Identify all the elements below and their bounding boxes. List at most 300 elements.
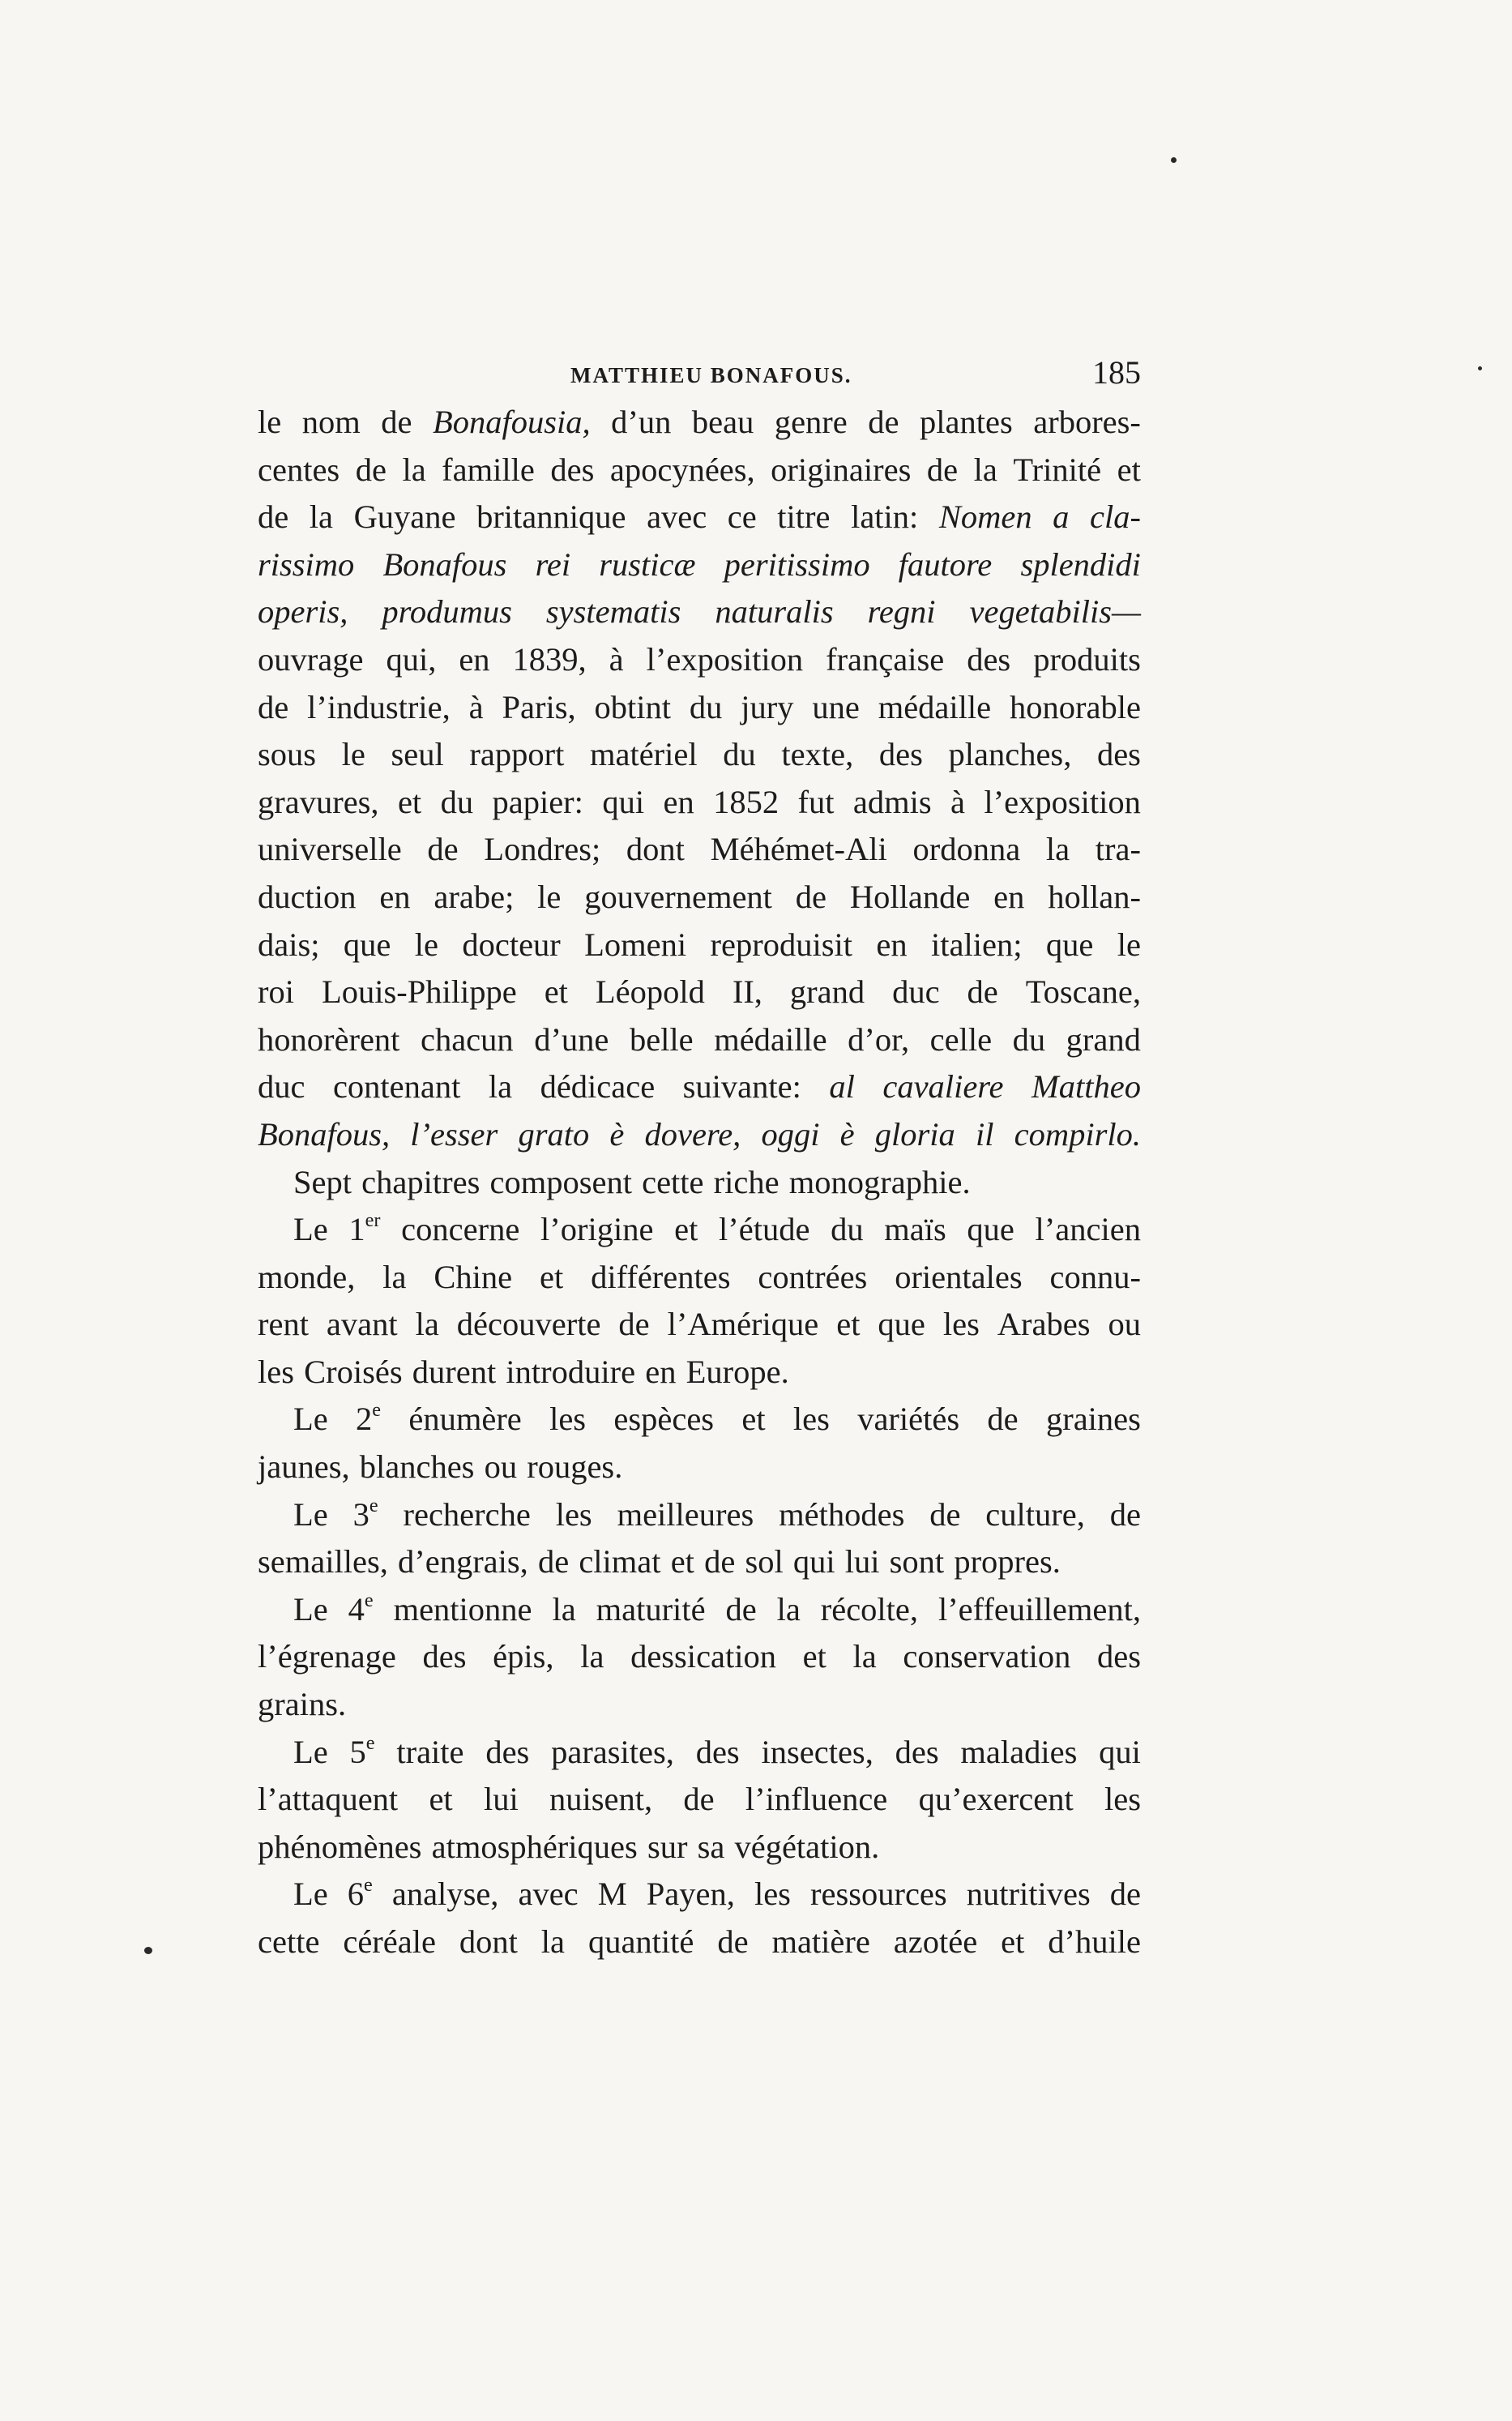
word: avant: [326, 1306, 398, 1343]
word: 1852: [713, 783, 779, 820]
text-line: [258, 1206, 1141, 1254]
word: de: [929, 1495, 961, 1533]
word-text: al: [829, 1068, 855, 1106]
word: des: [1097, 1638, 1141, 1675]
word: Arabes: [997, 1306, 1091, 1343]
word: climat: [579, 1543, 661, 1580]
word: du: [1012, 1020, 1046, 1058]
word: conservation: [903, 1638, 1071, 1675]
word: et: [1117, 451, 1141, 488]
word: [348, 1206, 380, 1254]
word: [433, 399, 591, 447]
word: semailles,: [258, 1543, 388, 1580]
word: de: [537, 1543, 570, 1580]
text-line: [258, 1111, 1141, 1159]
word: Croisés: [304, 1353, 403, 1390]
running-head: MATTHIEU BONAFOUS.: [570, 363, 852, 387]
word: insectes,: [761, 1733, 873, 1770]
word: phénomènes: [258, 1828, 422, 1865]
text-line: [258, 1159, 1141, 1207]
word-text: regni: [867, 593, 936, 631]
word: de: [795, 878, 826, 915]
text-line: [258, 636, 1141, 684]
word: sol: [745, 1543, 784, 1580]
word: maladies: [960, 1733, 1078, 1770]
word: et: [674, 1211, 698, 1248]
word: Sept: [293, 1163, 352, 1200]
word: durent: [412, 1353, 497, 1390]
word: l’influence: [745, 1781, 888, 1818]
word: des: [967, 640, 1011, 678]
word: roi: [258, 973, 294, 1011]
word: maturité: [596, 1590, 706, 1628]
word: et: [1001, 1923, 1025, 1960]
word: hollan-: [1048, 878, 1141, 915]
word: Le: [293, 1876, 328, 1913]
word: en: [876, 926, 908, 963]
word: [536, 541, 571, 589]
word: méthodes: [779, 1495, 905, 1533]
word: [258, 541, 354, 589]
word: les: [1104, 1781, 1141, 1818]
word: et: [741, 1401, 766, 1438]
word: la: [580, 1638, 604, 1675]
word: rapport: [469, 736, 565, 773]
word: de: [355, 451, 387, 488]
word: [645, 1111, 741, 1159]
text-line: [258, 1633, 1141, 1681]
word: ordonna: [912, 831, 1021, 868]
word: des: [695, 1733, 740, 1770]
word-text: Mattheo: [1031, 1068, 1141, 1106]
word: végétation.: [734, 1828, 880, 1865]
word: [1020, 541, 1141, 589]
word: la: [402, 451, 426, 488]
text-line: [258, 1301, 1141, 1349]
word: de: [381, 404, 412, 440]
word: maïs: [884, 1211, 946, 1248]
word: M: [597, 1876, 627, 1913]
word: concerne: [401, 1211, 520, 1248]
text-line: [258, 1586, 1141, 1634]
word: [715, 588, 833, 636]
word: ouvrage: [258, 640, 364, 678]
word: riche: [713, 1163, 779, 1200]
word: les: [549, 1401, 587, 1438]
word: obtint: [594, 688, 671, 725]
word-text: operis,: [258, 593, 348, 631]
word: sur: [647, 1828, 688, 1865]
word: centes: [258, 451, 340, 488]
word: et: [397, 783, 422, 820]
word: l’origine: [540, 1211, 654, 1248]
word: culture,: [985, 1495, 1085, 1533]
word: une: [812, 688, 860, 725]
word: britannique: [476, 498, 626, 536]
word: atmosphériques: [431, 1828, 638, 1865]
word: la: [540, 1923, 566, 1960]
text-line: [258, 447, 1141, 494]
word: Paris,: [502, 688, 576, 725]
word: monde,: [258, 1258, 356, 1295]
word: chapitres: [361, 1163, 481, 1200]
word-text: compirlo.: [1014, 1115, 1141, 1153]
word: Le: [293, 1590, 328, 1628]
word: latin:: [851, 498, 919, 536]
word: à: [468, 688, 484, 725]
word: [829, 1063, 855, 1111]
word: monographie.: [788, 1163, 971, 1200]
word-text: a: [1053, 498, 1070, 536]
word: énumère: [408, 1401, 522, 1438]
word: [1090, 494, 1141, 541]
word: [868, 588, 936, 636]
word: duc: [258, 1068, 305, 1106]
word-text: splendidi: [1020, 545, 1141, 583]
word: l’exposition: [984, 783, 1141, 820]
word: que: [967, 1211, 1014, 1248]
word: et: [802, 1638, 826, 1675]
word: l’attaquent: [258, 1781, 399, 1818]
word-text: l’esser: [410, 1115, 498, 1153]
text-line: [258, 731, 1141, 779]
text-line: [258, 969, 1141, 1016]
word: l’industrie,: [307, 688, 451, 725]
text-line: [258, 1729, 1141, 1777]
word: apocynées,: [609, 451, 755, 488]
scan-speck: [144, 1947, 152, 1954]
word: de: [704, 1543, 736, 1580]
word: la: [488, 1068, 513, 1106]
text-line: [258, 1491, 1141, 1539]
word: propres.: [954, 1543, 1061, 1580]
scan-speck: [1171, 157, 1177, 163]
word: à: [609, 640, 624, 678]
word: avec: [518, 1876, 579, 1913]
word-text: 3: [352, 1495, 369, 1533]
word: que: [1045, 926, 1094, 963]
word: le: [341, 736, 365, 773]
word: les: [258, 1353, 294, 1390]
text-line: [258, 1396, 1141, 1444]
word: admis: [852, 783, 932, 820]
word-text: 5: [349, 1733, 366, 1770]
superscript: er: [365, 1209, 381, 1232]
word: Hollande: [849, 878, 971, 915]
word: du: [831, 1211, 864, 1248]
word: de: [683, 1781, 715, 1818]
word: analyse,: [391, 1876, 499, 1913]
body-text: [258, 399, 1141, 1966]
word-text: rusticæ: [599, 545, 696, 583]
word: grains.: [258, 1686, 347, 1723]
word: plantes: [920, 404, 1013, 440]
word: [840, 1111, 855, 1159]
word: texte,: [781, 736, 854, 773]
word: espèces: [613, 1401, 715, 1438]
word: reproduisit: [710, 926, 852, 963]
text-line: [258, 541, 1141, 589]
word: azotée: [893, 1923, 978, 1960]
word: la: [1045, 831, 1070, 868]
word: des: [422, 1638, 467, 1675]
word: en: [459, 640, 490, 678]
word: dont: [626, 831, 685, 868]
word: [410, 1111, 498, 1159]
superscript: e: [364, 1589, 374, 1611]
word: [258, 588, 348, 636]
text-line: [258, 1254, 1141, 1302]
word: le: [414, 926, 438, 963]
word: la: [415, 1306, 439, 1343]
word: [348, 1586, 374, 1634]
word: seul: [391, 736, 444, 773]
word: la: [973, 451, 997, 488]
word-text: è: [839, 1115, 855, 1153]
word: ou: [1108, 1306, 1141, 1343]
word: Payen,: [646, 1876, 735, 1913]
word: de: [725, 1590, 757, 1628]
word: [609, 1111, 624, 1159]
word: [875, 1111, 955, 1159]
word: [1053, 494, 1069, 541]
word: de: [967, 973, 998, 1011]
word: le: [537, 878, 562, 915]
word: planches,: [948, 736, 1072, 773]
word: épis,: [493, 1638, 554, 1675]
word: [1031, 1063, 1141, 1111]
word: Le: [293, 1401, 328, 1438]
word: fut: [797, 783, 835, 820]
word: II,: [732, 973, 762, 1011]
word-text: Bonafous: [382, 545, 507, 583]
word: des: [895, 1733, 939, 1770]
word: et: [539, 1258, 564, 1295]
word: l’ancien: [1035, 1211, 1141, 1248]
word: cette: [642, 1163, 704, 1200]
word: [258, 1111, 390, 1159]
word-text: produmus: [382, 593, 512, 631]
word: produits: [1033, 640, 1141, 678]
text-line: [258, 1776, 1141, 1824]
word-text: cavaliere: [882, 1068, 1004, 1106]
word: Méhémet-Ali: [710, 831, 887, 868]
word: belle: [629, 1020, 694, 1058]
word: lui: [844, 1543, 880, 1580]
word: variétés: [857, 1401, 960, 1438]
word-text: 1: [348, 1211, 365, 1248]
word: et: [544, 973, 568, 1011]
word: des: [550, 451, 595, 488]
word: médaille: [878, 688, 992, 725]
text-line: [258, 874, 1141, 922]
word-text: fautore: [898, 545, 993, 583]
word: Lomeni: [584, 926, 687, 963]
word: dédicace: [540, 1068, 656, 1106]
word: d’engrais,: [397, 1543, 528, 1580]
word: lui: [483, 1781, 519, 1818]
word: [939, 494, 1032, 541]
word: Toscane,: [1025, 973, 1141, 1011]
word: qui,: [386, 640, 437, 678]
text-line: [258, 1824, 1141, 1871]
word: qu’exercent: [918, 1781, 1074, 1818]
word: [293, 1206, 328, 1254]
word: papier:: [492, 783, 583, 820]
word: Londres;: [484, 831, 601, 868]
word: [882, 1063, 1003, 1111]
word-text: dovere,: [644, 1115, 741, 1153]
word: recherche: [403, 1495, 531, 1533]
word: nom: [301, 404, 361, 440]
word: de: [258, 498, 289, 536]
word: du: [723, 736, 756, 773]
text-line: [258, 1349, 1141, 1397]
word: [382, 588, 512, 636]
text-line: [258, 684, 1141, 732]
word: céréale: [343, 1923, 436, 1960]
word: matière: [771, 1923, 870, 1960]
word: du: [689, 688, 723, 725]
word: qui: [792, 1543, 835, 1580]
word: [976, 1111, 994, 1159]
word: arabe;: [434, 878, 515, 915]
scan-speck: [1478, 366, 1482, 370]
word: de: [1109, 1495, 1141, 1533]
word: sous: [258, 736, 317, 773]
word: ressources: [809, 1876, 947, 1913]
text-line: [258, 399, 1141, 447]
word: l’Amérique: [667, 1306, 819, 1343]
text-line: [258, 1871, 1141, 1918]
word: des: [485, 1733, 530, 1770]
page-number: 185: [1092, 354, 1141, 391]
word: médaille: [714, 1020, 827, 1058]
word: italien;: [930, 926, 1023, 963]
word: l’étude: [718, 1211, 810, 1248]
word: d’or,: [848, 1020, 910, 1058]
text-line: [258, 1016, 1141, 1064]
word: des: [1096, 736, 1141, 773]
word-text: il: [975, 1115, 994, 1153]
word: [353, 1491, 378, 1539]
word: à: [950, 783, 965, 820]
word-text: systematis: [545, 593, 681, 631]
word: famille: [442, 451, 535, 488]
word: dont: [459, 1923, 518, 1960]
word: que: [343, 926, 391, 963]
word: l’exposition: [646, 640, 804, 678]
word: de: [987, 1401, 1019, 1438]
word: gouvernement: [584, 878, 772, 915]
word: l’égrenage: [258, 1638, 396, 1675]
word: le: [258, 404, 282, 440]
word: de: [1109, 1876, 1141, 1913]
word: en: [663, 783, 694, 820]
word: [599, 541, 695, 589]
word: que: [878, 1306, 925, 1343]
superscript: e: [365, 1731, 375, 1754]
word: [546, 588, 681, 636]
word: Le: [293, 1495, 328, 1533]
word: en: [379, 878, 411, 915]
word: cette: [258, 1923, 320, 1960]
word: [348, 1871, 373, 1918]
word: la: [382, 1258, 407, 1295]
word: meilleures: [617, 1495, 754, 1533]
word: [356, 1396, 381, 1444]
word: les: [555, 1495, 592, 1533]
word-text: grato: [518, 1115, 590, 1153]
word: avec: [647, 498, 707, 536]
word: de: [618, 1306, 650, 1343]
word: sont: [889, 1543, 945, 1580]
text-line: [258, 779, 1141, 827]
word: quantité: [587, 1923, 694, 1960]
text-line: [258, 588, 1141, 636]
word: ou: [484, 1448, 518, 1486]
word: chacun: [420, 1020, 514, 1058]
word: tra-: [1095, 831, 1141, 868]
word: qui: [602, 783, 645, 820]
word: Le: [293, 1733, 328, 1770]
word: traite: [396, 1733, 464, 1770]
word: ce: [727, 498, 757, 536]
word: Trinité: [1013, 451, 1102, 488]
text-line: [258, 1918, 1141, 1966]
word-text: 6: [347, 1876, 365, 1913]
word: suivante:: [682, 1068, 801, 1106]
word: du: [440, 783, 474, 820]
word: en: [993, 878, 1025, 915]
word: les: [754, 1876, 791, 1913]
word: parasites,: [551, 1733, 674, 1770]
word-text: naturalis: [715, 593, 834, 631]
word-text: Nomen: [938, 498, 1032, 536]
word: celle: [929, 1020, 993, 1058]
superscript: e: [364, 1874, 373, 1897]
word: [518, 1111, 589, 1159]
word: la: [552, 1590, 576, 1628]
word: beau: [691, 404, 754, 440]
word: graines: [1045, 1401, 1141, 1438]
word: des: [878, 736, 923, 773]
word: docteur: [462, 926, 561, 963]
word-text: Bonafous,: [258, 1115, 391, 1153]
word: récolte,: [820, 1590, 919, 1628]
word: nuisent,: [549, 1781, 653, 1818]
text-line: [258, 494, 1141, 541]
word: jaunes,: [258, 1448, 350, 1486]
word-text: Le: [293, 1211, 328, 1248]
word: de: [868, 404, 899, 440]
word: nutritives: [966, 1876, 1091, 1913]
word-text: peritissimo: [724, 545, 870, 583]
text-line: [258, 1681, 1141, 1729]
word: et: [670, 1543, 694, 1580]
word: 1839,: [512, 640, 587, 678]
word-text: è: [609, 1115, 625, 1153]
word: et: [836, 1306, 861, 1343]
word-text: 2: [356, 1401, 373, 1438]
word-text: 4: [348, 1590, 365, 1628]
word: connu-: [1049, 1258, 1141, 1295]
superscript: e: [369, 1494, 378, 1516]
word: sa: [697, 1828, 725, 1865]
word: la: [852, 1638, 877, 1675]
word: rent: [258, 1306, 309, 1343]
word: les: [792, 1401, 830, 1438]
